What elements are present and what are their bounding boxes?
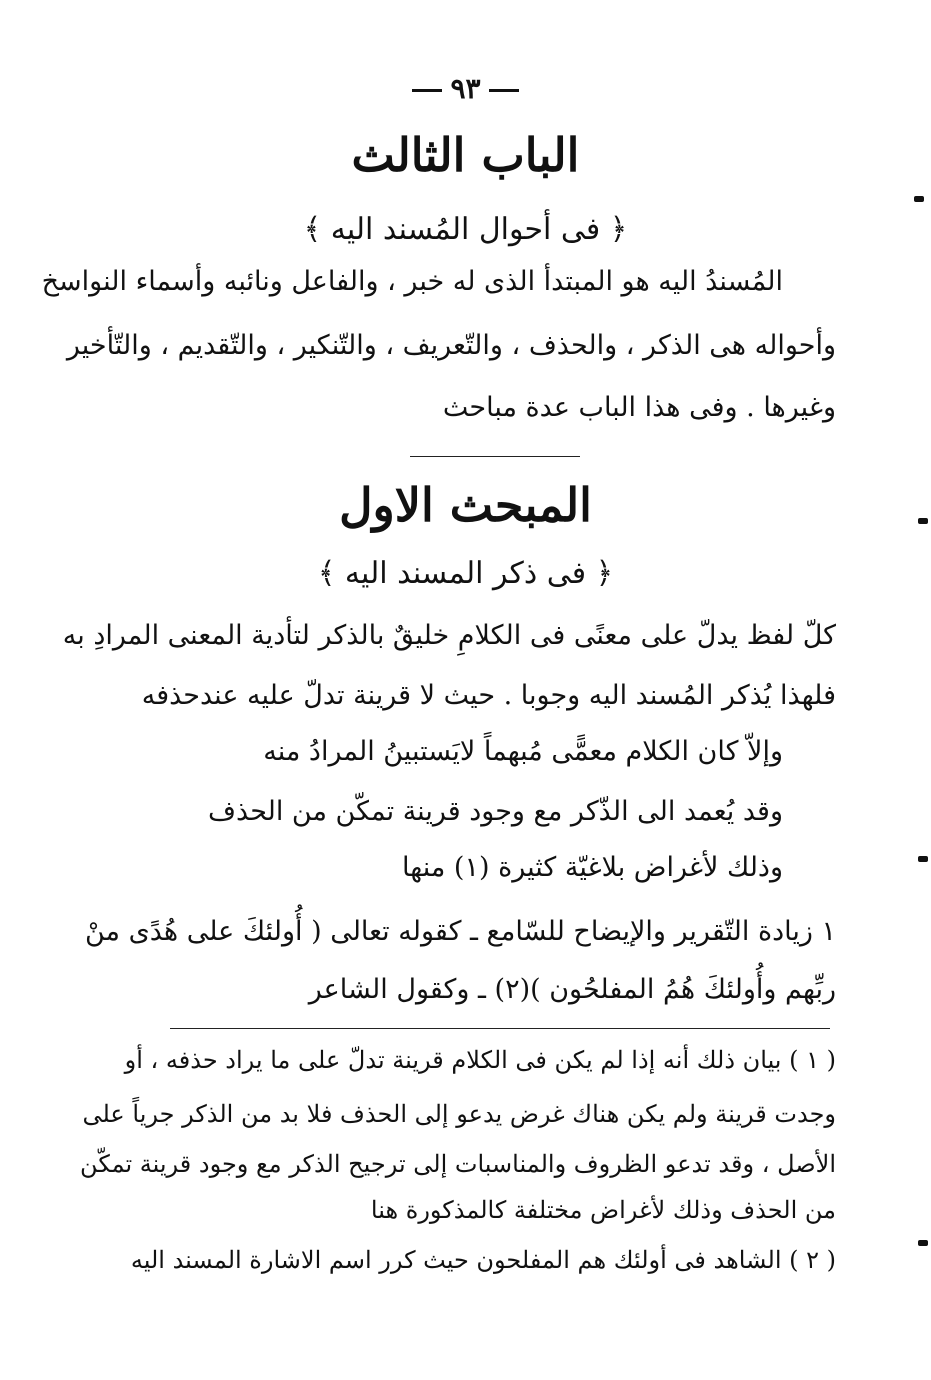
footnote-line-2: وجدت قرينة ولم يكن هناك غرض يدعو إلى الحذف فلا بد من الذكر جرياً على — [82, 1100, 836, 1128]
chapter-subtitle: ﴿ فى أحوال المُسند اليه ﴾ — [303, 212, 628, 247]
footnote-line-1: ( ١ ) بيان ذلك أنه إذا لم يكن فى الكلام قرينة تدلّ على ما يراد حذفه ، أو — [124, 1046, 836, 1074]
body-line-2: فلهذا يُذكر المُسند اليه وجوبا . حيث لا قرينة تدلّ عليه عندحذفه — [141, 680, 836, 711]
section-divider — [410, 456, 580, 457]
page-number: ٩٣ — [0, 72, 931, 105]
dash-left — [412, 89, 442, 92]
intro-line-1: المُسندُ اليه هو المبتدأ الذى له خبر ، والفاعل ونائبه وأسماء النواسخ — [41, 266, 783, 297]
item1-line-2: ربِّهم وأُولئكَ هُمُ المفلحُون )(٢) ـ وكقول الشاعر — [308, 974, 836, 1005]
margin-mark — [918, 1240, 928, 1246]
dash-right — [489, 89, 519, 92]
item1-line-1: ١ زيادة التّقرير والإيضاح للسّامع ـ كقوله تعالى ( أُولئكَ على هُدًى منْ — [84, 916, 836, 947]
body-line-1: كلّ لفظ يدلّ على معنًى فى الكلامِ خليقٌ بالذكر لتأدية المعنى المرادِ به — [62, 620, 836, 651]
footnote-line-4: من الحذف وذلك لأغراض مختلفة كالمذكورة هنا — [370, 1196, 836, 1224]
body-line-4: وقد يُعمد الى الذّكر مع وجود قرينة تمكّن من الحذف — [208, 796, 783, 827]
intro-line-3: وغيرها . وفى هذا الباب عدة مباحث — [442, 392, 836, 423]
body-line-5: وذلك لأغراض بلاغيّة كثيرة (١) منها — [402, 852, 783, 883]
margin-mark — [914, 196, 924, 202]
margin-mark — [918, 856, 928, 862]
footnote-rule — [170, 1028, 830, 1029]
chapter-title: الباب الثالث — [351, 128, 580, 182]
margin-mark — [918, 518, 928, 524]
intro-line-2: وأحواله هى الذكر ، والحذف ، والتّعريف ، والتّنكير ، والتّقديم ، والتّأخير — [66, 330, 836, 361]
section-title: المبحث الاول — [339, 478, 592, 532]
footnote-line-5: ( ٢ ) الشاهد فى أولئك هم المفلحون حيث كرر اسم الاشارة المسند اليه — [130, 1246, 836, 1274]
body-line-3: وإلاّ كان الكلام معمًّى مُبهماً لايَستبينُ المرادُ منه — [263, 736, 783, 767]
footnote-line-3: الأصل ، وقد تدعو الظروف والمناسبات إلى ترجيح الذكر مع وجود قرينة تمكّن — [80, 1150, 836, 1178]
section-subtitle: ﴿ فى ذكر المسند اليه ﴾ — [317, 556, 614, 591]
